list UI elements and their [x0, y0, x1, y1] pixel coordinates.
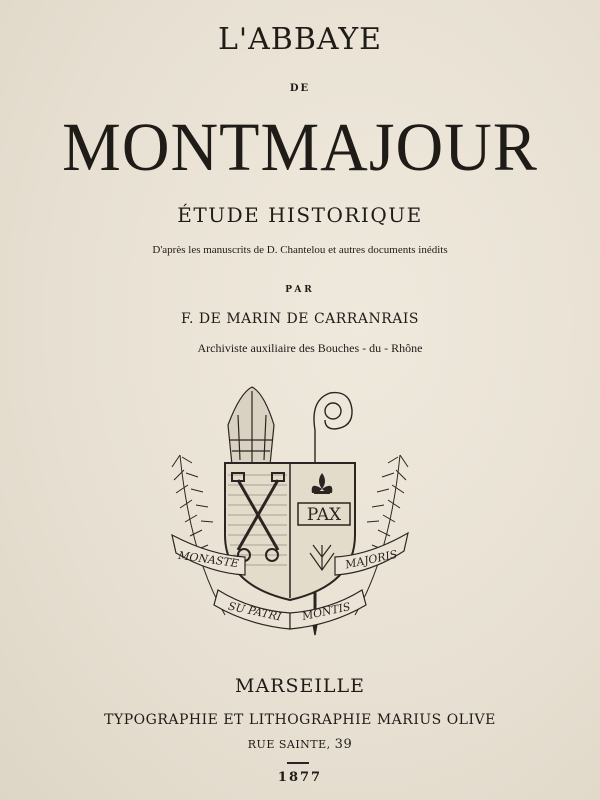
author-role: Archiviste auxiliaire des Bouches - du - Rhône [197, 341, 423, 355]
par-label: PAR [285, 285, 315, 295]
imprint-street: RUE SAINTE, [247, 738, 331, 751]
ribbon-right-text: MAJORIS [344, 547, 399, 572]
shield-motto: PAX [306, 505, 342, 525]
imprint-printer: TYPOGRAPHIE ET LITHOGRAPHIE MARIUS OLIVE [104, 712, 496, 728]
shield-icon [225, 463, 355, 600]
author-name: F. DE MARIN DE CARRANRAIS [181, 311, 419, 327]
divider-rule [287, 762, 309, 764]
title-article: L'ABBAYE [217, 22, 383, 57]
imprint-year: 1877 [277, 770, 323, 785]
imprint-city: MARSEILLE [235, 675, 365, 697]
imprint-address [0, 737, 600, 752]
subtitle: ÉTUDE HISTORIQUE [177, 203, 423, 227]
abbey-coat-of-arms-icon [170, 385, 410, 650]
source-note: D'après les manuscrits de D. Chantelou et autres documents inédits [152, 244, 448, 256]
ribbon-bottom-right-text: MONTIS [300, 600, 352, 624]
imprint-street-number: 39 [334, 737, 353, 752]
ribbon-left-text: MONASTE [177, 548, 240, 571]
ribbon-bottom-left-text: SU PATRI [226, 599, 283, 624]
mitre-icon [228, 387, 274, 465]
title-preposition: DE [289, 83, 311, 94]
main-title: MONTMAJOUR [62, 109, 538, 186]
